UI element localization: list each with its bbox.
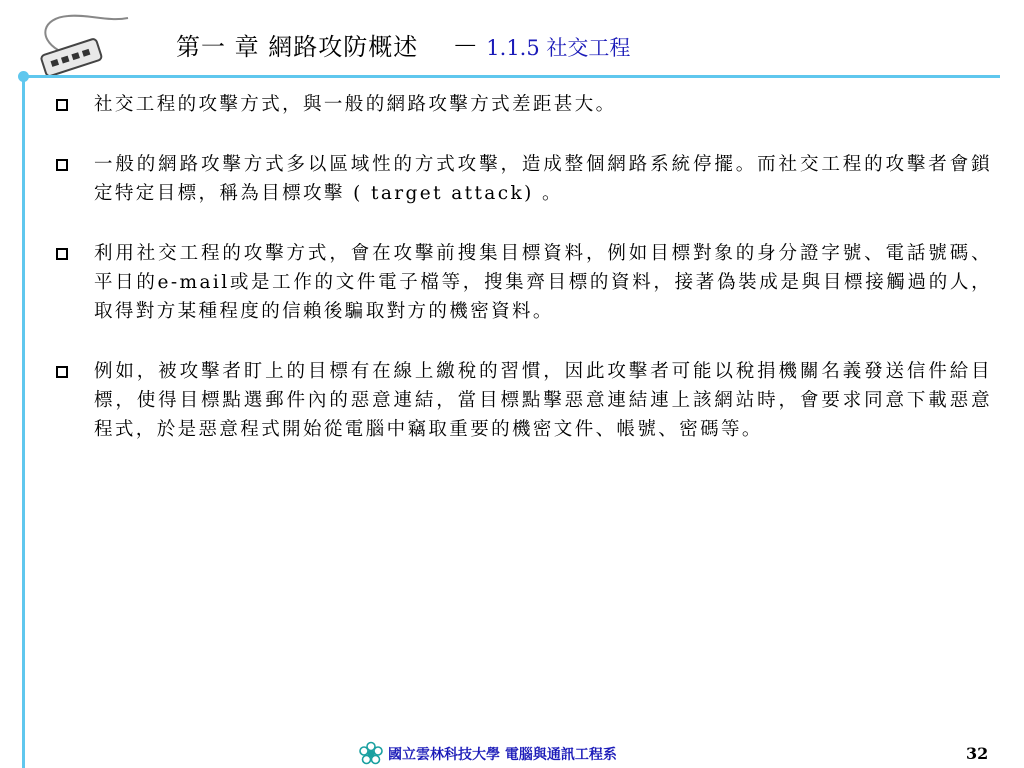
section-title: 1.1.5 社交工程 (486, 36, 631, 60)
bullet-item (56, 90, 992, 119)
left-border-line (22, 78, 25, 768)
flower-emblem-icon (358, 741, 384, 767)
hollow-square-bullet-icon (56, 99, 68, 111)
network-device-icon (28, 8, 138, 78)
slide-footer (0, 741, 1024, 768)
bullet-list (56, 90, 992, 475)
corner-dot (18, 71, 29, 82)
hollow-square-bullet-icon (56, 159, 68, 171)
school-name: 國立雲林科技大學 電腦與通訊工程系 (388, 747, 617, 763)
bullet-item (56, 357, 992, 444)
bullet-text: 利用社交工程的攻擊方式，會在攻擊前搜集目標資料，例如目標對象的身分證字號、電話號碼、平日的e-mail或是工作的文件電子檔等，搜集齊目標的資料，接著偽裝成是與目標接觸過的人，取得對方某種程度的信賴後騙取對方的機密資料。 (94, 243, 992, 322)
bullet-text: 一般的網路攻擊方式多以區域性的方式攻擊，造成整個網路系統停擺。而社交工程的攻擊者會鎖定特定目標，稱為目標攻擊 ( target attack) 。 (94, 154, 992, 204)
hollow-square-bullet-icon (56, 366, 68, 378)
page-number: 32 (966, 744, 989, 763)
hollow-square-bullet-icon (56, 248, 68, 260)
title-separator: － (452, 32, 479, 62)
bullet-item (56, 239, 992, 326)
bullet-item (56, 150, 992, 208)
slide-title (176, 26, 630, 66)
bullet-text: 社交工程的攻擊方式，與一般的網路攻擊方式差距甚大。 (94, 94, 617, 115)
chapter-title: 第一 章 網路攻防概述 (176, 33, 419, 61)
bullet-text: 例如，被攻擊者盯上的目標有在線上繳稅的習慣，因此攻擊者可能以稅捐機關名義發送信件給目標，使得目標點選郵件內的惡意連結，當目標點擊惡意連結連上該網站時，會要求同意下載惡意程式，於是惡意程式開始從電腦中竊取重要的機密文件、帳號、密碼等。 (94, 361, 992, 440)
header-divider (24, 75, 1000, 78)
